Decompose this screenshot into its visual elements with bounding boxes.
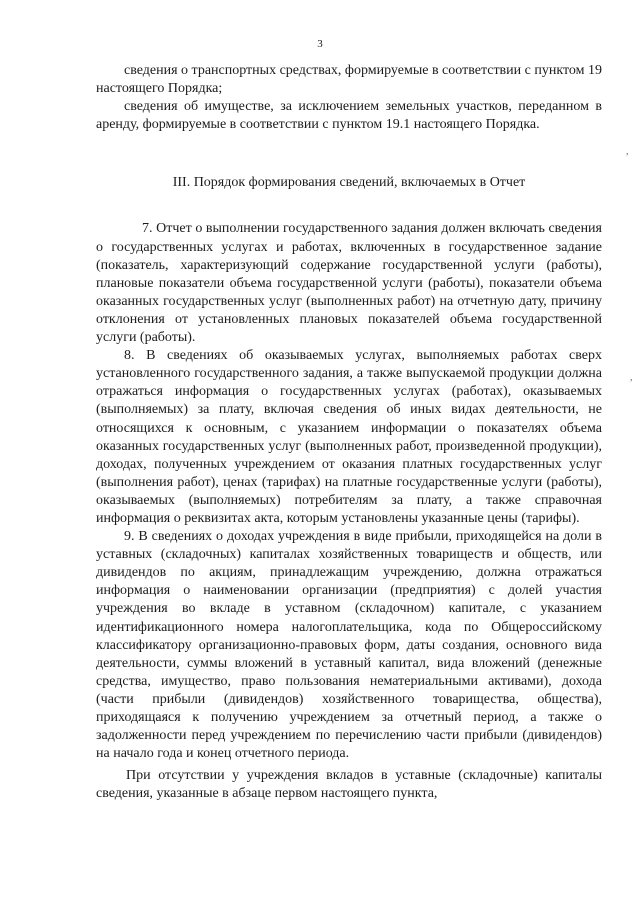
- paragraph-8: 8. В сведениях об оказываемых услугах, выполняемых работах сверх установленного государственного задания, а также выпускаемой продукции должна отражаться информация о государственных услугах (работах), оказываемых (выполняемых) за плату, включая сведения об иных видах деятельности, не относящихся к основным, с указанием информации о показателях объема оказанных государственных услуг (выполненных работ, произведенной продукции), доходах, полученных учреждением от оказания платных государственных услуг (выполнения работ), ценах (тарифах) на платные государственные услуги (работы), оказываемых (выполняемых) потребителям за плату, а также справочная информация о реквизитах акта, которым установлены указанные цены (тарифы).: [96, 348, 602, 526]
- closing-paragraph: При отсутствии у учреждения вкладов в уставные (складочные) капиталы сведения, указанные в абзаце первом настоящего пункта,: [96, 768, 602, 802]
- intro-paragraph-transport: сведения о транспортных средствах, формируемые в соответствии с пунктом 19 настоящего Порядка;: [96, 63, 602, 97]
- scan-speck: ,: [626, 146, 629, 157]
- section-heading: III. Порядок формирования сведений, включаемых в Отчет: [172, 175, 526, 191]
- paragraph-7: 7. Отчет о выполнении государственного задания должен включать сведения о государственных услугах и работах, включенных в государственное задание (показатель, характеризующий содержание государственной услуги (работы), плановые показатели объема государственной услуги (работы), показатели объема оказанных государственных услуг (выполненных работ) на отчетную дату, причину отклонения от установленных плановых показателей объема государственной услуги (работы).: [96, 221, 602, 346]
- scan-speck: ,: [630, 372, 633, 383]
- intro-paragraph-property: сведения об имуществе, за исключением земельных участков, переданном в аренду, формируемые в соответствии с пунктом 19.1 настоящего Порядка.: [96, 99, 602, 133]
- document-body: [96, 62, 602, 803]
- page-number: 3: [317, 38, 323, 50]
- paragraph-9: 9. В сведениях о доходах учреждения в виде прибыли, приходящейся на доли в уставных (складочных) капиталах хозяйственных товариществ и обществ, или дивидендов по акциям, принадлежащим учреждению, должна отражаться информация о наименовании организации (предприятия) с долей участия учреждения во вкладе в уставном (складочном) капитале, с указанием идентификационного номера налогоплательщика, кода по Общероссийскому классификатору организационно-правовых форм, даты создания, основного вида деятельности, суммы вложений в уставный капитал, вида вложений (денежные средства, имущество, право пользования нематериальными активами), дохода (части прибыли (дивидендов) хозяйственного товарищества, общества), приходящаяся к получению учреждением за отчетный период, а также о задолженности перед учреждением по перечислению части прибыли (дивидендов) на начало года и конец отчетного периода.: [96, 529, 602, 762]
